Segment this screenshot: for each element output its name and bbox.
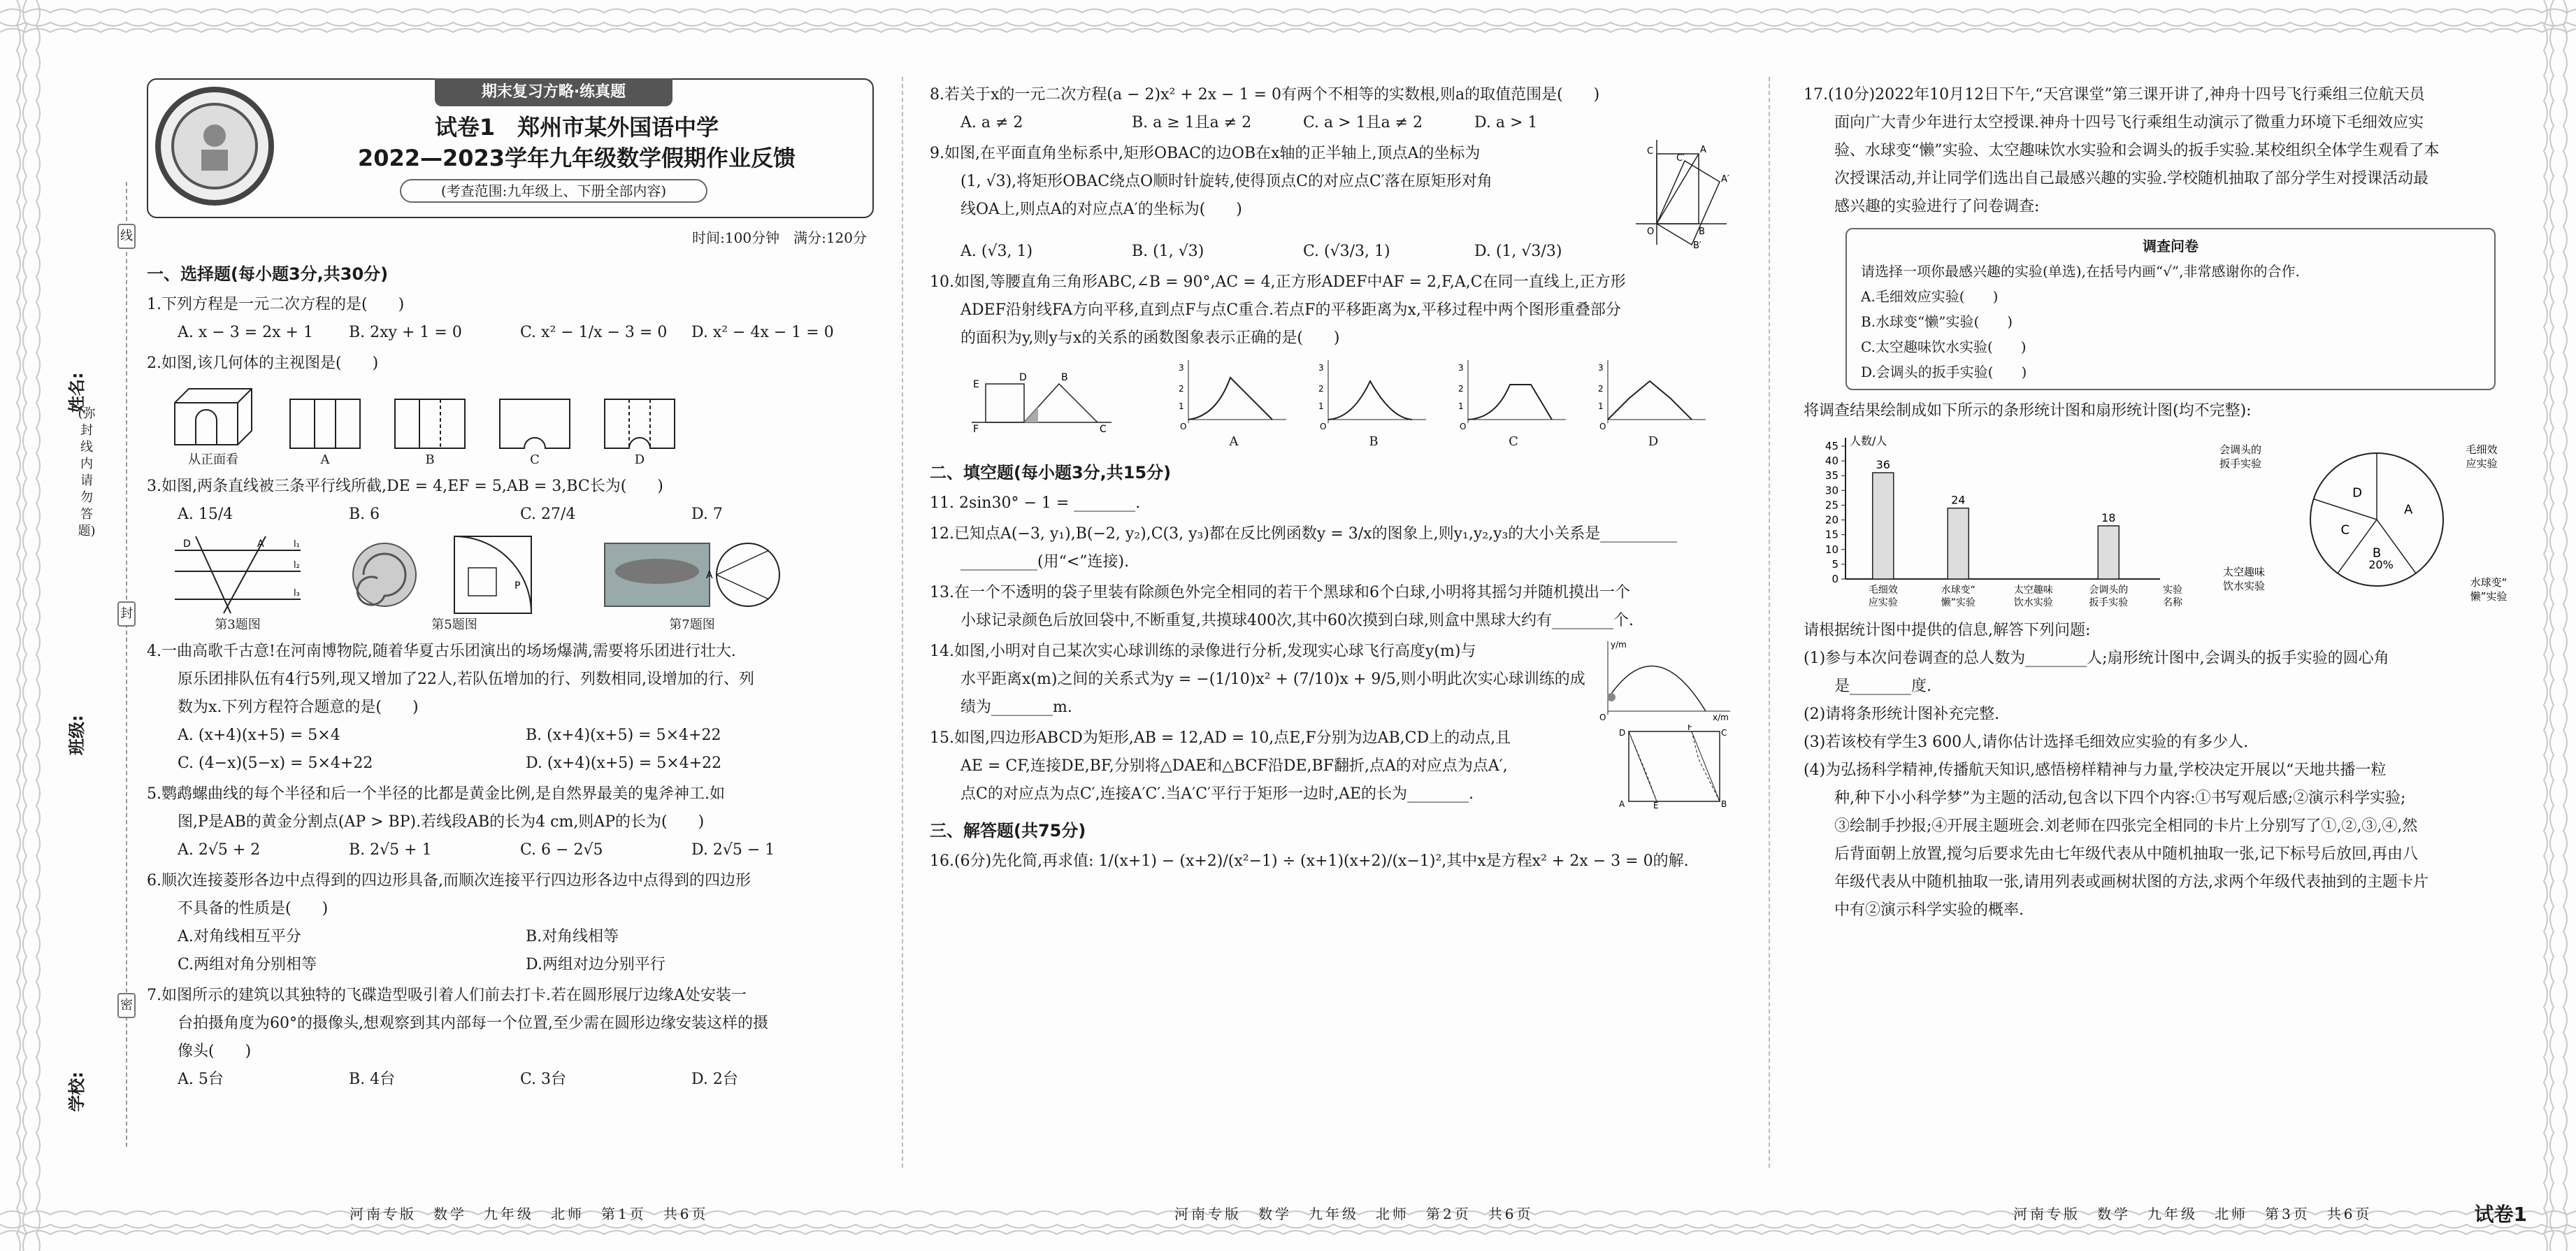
figure-q10 [958,366,1153,450]
svg-text:E: E [973,379,979,390]
question-5-line: 5.鹦鹉螺曲线的每个半径和后一个半径的比都是黄金比例,是自然界最美的鬼斧神工.如 [147,785,725,803]
wavy-border-top [0,0,2576,49]
column-2 [930,78,1734,875]
bar-value-label: 24 [1951,493,1966,507]
pie-slice-letter: B [2372,545,2382,561]
time-score: 时间:100分钟 满分:120分 [692,229,867,246]
question-9-line: (1, √3),将矩形OBAC绕点O顺时针旋转,使得顶点C的对应点C′落在原矩形对角 [960,173,1492,190]
column-divider [902,77,903,1168]
svg-text:l₃: l₃ [294,588,300,599]
option: B. 4台 [349,1071,396,1088]
survey-title: 调查问卷 [2143,238,2199,255]
column-divider [1769,77,1770,1168]
question-15-block [930,724,1734,808]
category-label: 扳手实验 [2089,597,2129,608]
y-tick-label: 20 [1825,513,1839,527]
option: A. (√3, 1) [960,243,1033,260]
question-17-part: ③绘制手抄报;④开展主题班会.刘老师在四张完全相同的卡片上分别写了①,②,③,④,然 [1834,817,2418,835]
question-17-line: 面向广大青少年进行太空授课.神舟十四号飞行乘组生动演示了微重力环境下毛细效应实 [1834,114,2424,131]
svg-text:O: O [1180,422,1187,431]
question-9-line: 9.如图,在平面直角坐标系中,矩形OBAC的边OB在x轴的正半轴上,顶点A的坐标为 [930,145,1481,162]
svg-text:l₂: l₂ [294,560,300,571]
y-axis-label: 人数/人 [1850,434,1887,448]
svg-text:B: B [1699,227,1705,237]
question-4-line: 数为x.下列方程符合题意的是( ) [178,699,419,716]
category-label: 会调头的 [2089,585,2129,596]
pie-label: 会调头的 [2219,443,2262,456]
option: C. 3台 [520,1071,567,1088]
figure-caption: D [1648,434,1659,449]
y-tick-label: 5 [1832,557,1839,571]
option: D. 7 [691,506,723,523]
name-field-label: 姓名: [67,372,87,413]
option: C.两组对角分别相等 [178,956,317,973]
page-footer: 河南专版 数学 九年级 北师 第3页 共6页 [2013,1206,2373,1222]
figure-caption: 第7题图 [669,617,715,632]
survey-item: C.太空趣味饮水实验( ) [1861,338,2027,355]
question-17-line: 验、水球变“懒”实验、太空趣味饮水实验和会调头的扳手实验.某校组织全体学生观看了本 [1834,142,2440,159]
svg-text:y/m: y/m [1611,640,1627,650]
option: D. (x+4)(x+5) = 5×4+22 [526,755,722,772]
question-2-figures [147,382,874,469]
pie-label: 应实验 [2466,457,2498,470]
question-17-part: 是________度. [1834,678,1931,695]
option: C. (√3/3, 1) [1303,243,1390,260]
pie-slice-edge [2314,499,2377,520]
option: B. (x+4)(x+5) = 5×4+22 [526,727,721,744]
figure-caption: C [530,452,540,467]
question-10-line: ADEF沿射线FA方向平移,直到点F与点C重合.若点F的平移距离为x,平移过程中两个图形重叠部分 [960,301,1621,319]
svg-text:B: B [1061,372,1068,383]
question-9-line: 线OA上,则点A的对应点A′的坐标为( ) [960,201,1242,218]
svg-text:3: 3 [1318,363,1324,373]
question-17-part: (4)为弘扬科学精神,传播航天知识,感悟榜样精神与力量,学校决定开展以“天地共播一粒 [1804,762,2387,779]
svg-text:1: 1 [1598,401,1604,411]
option: B. 2√5 + 1 [349,841,432,859]
svg-text:A: A [1619,799,1625,808]
option: A. 5台 [178,1071,224,1088]
svg-text:3: 3 [1179,363,1184,373]
category-label: 毛细效 [1868,585,1898,596]
question-17-part: 中有②演示科学实验的概率. [1834,901,2024,919]
question-10-line: 10.如图,等腰直角三角形ABC,∠B = 90°,AC = 4,正方形ADEF中AF = 2,F,A,C在同一直线上,正方形 [930,273,1626,291]
section-3-title: 三、解答题(共75分) [930,821,1086,841]
svg-text:1: 1 [1458,401,1464,411]
option: B. (1, √3) [1132,243,1204,260]
x-axis-label: 名称 [2163,597,2182,608]
survey-item: A.毛细效应实验( ) [1861,288,1999,305]
option: D. 2√5 − 1 [691,841,775,859]
svg-text:3: 3 [1458,363,1464,373]
pie-label: 水球变“ [2470,576,2507,589]
column-3 [1804,78,2538,924]
svg-text:A: A [1700,145,1706,155]
pie-label: 太空趣味 [2222,566,2266,578]
seal-mark: 封 [117,601,136,627]
question-17-prompt: 请根据统计图中提供的信息,解答下列问题: [1804,622,2091,639]
svg-text:C: C [1721,728,1727,738]
svg-text:A: A [257,538,264,550]
svg-text:F: F [973,424,979,435]
graph-option-c [1454,357,1573,450]
figure-caption: A [1229,434,1239,449]
question-7-line: 像头( ) [178,1043,252,1060]
option: C. 6 − 2√5 [520,841,603,859]
question-17-part: 年级代表从中随机抽取一张,请用列表或画树状图的方法,求两个年级代表抽到的主题卡片 [1834,873,2429,891]
class-field-label: 班级: [67,715,87,755]
question-1: 1.下列方程是一元二次方程的是( ) [147,296,405,313]
svg-text:x/m: x/m [1713,713,1729,722]
x-axis-label: 实验 [2163,585,2182,596]
bar-chart [1804,425,2195,614]
question-7-options [147,1066,874,1094]
svg-text:3: 3 [1598,363,1604,373]
exam-title [288,112,865,173]
survey-box [1845,228,2496,390]
option: D.两组对边分别平行 [526,956,665,973]
figure-q3 [168,533,308,634]
question-7-line: 7.如图所示的建筑以其独特的飞碟造型吸引着人们前去打卡.若在圆形展厅边缘A处安装一 [147,987,747,1004]
figure-caption: C [1509,434,1518,449]
svg-text:D: D [1019,372,1027,383]
figure-caption: B [425,452,435,467]
question-14-line: 14.如图,小明对自己某次实心球训练的录像进行分析,发现实心球飞行高度y(m)与 [930,643,1476,660]
question-8-options [930,109,1734,137]
option: A. 15/4 [178,506,233,523]
chart-note: 将调查结果绘制成如下所示的条形统计图和扇形统计图(均不完整): [1804,402,2252,420]
section-2-title: 二、填空题(每小题3分,共15分) [930,463,1172,482]
question-6-options [147,923,874,951]
svg-text:2: 2 [1458,384,1464,394]
pie-label: 扳手实验 [2219,457,2262,470]
pie-label: 毛细效 [2466,443,2498,456]
wavy-border-left [0,0,49,1251]
question-4-options [147,722,874,750]
question-2: 2.如图,该几何体的主视图是( ) [147,355,379,372]
svg-text:E: E [1653,801,1659,808]
svg-text:1: 1 [1318,401,1324,411]
option: A. x − 3 = 2x + 1 [178,324,313,341]
seal-warning: (弥封线内请勿答题) [78,406,96,538]
question-17-part: (1)参与本次问卷调查的总人数为________人;扇形统计图中,会调头的扳手实验的圆心角 [1804,650,2389,667]
svg-text:F: F [1688,724,1692,732]
section-1-title: 一、选择题(每小题3分,共30分) [147,264,389,284]
pie-chart [2202,425,2531,614]
figure-caption: B [1369,434,1379,449]
question-13-line: 13.在一个不透明的袋子里装有除颜色外完全相同的若干个黑球和6个白球,小明将其摇匀并随机摸出一个 [930,584,1630,601]
bar [1948,508,1969,579]
question-17-line: 感兴趣的实验进行了问卷调查: [1834,198,2040,215]
option: C. x² − 1/x − 3 = 0 [520,324,668,341]
graph-option-b [1314,357,1433,450]
svg-text:A: A [706,570,713,581]
option: D. 2台 [691,1071,738,1088]
y-tick-label: 40 [1825,455,1839,468]
pie-slice-letter: C [2340,522,2350,538]
option: A. (x+4)(x+5) = 5×4 [178,727,340,744]
brand-logo [155,87,274,206]
category-label: 水球变“ [1941,585,1976,596]
view-option-b [391,396,468,469]
binding-margin [49,182,140,1147]
figure-caption: 第5题图 [431,617,477,632]
category-label: 应实验 [1868,597,1898,608]
wave-stroke [17,0,40,1251]
svg-text:B′: B′ [1693,241,1701,251]
y-tick-label: 35 [1825,469,1839,482]
figure-caption: A [320,452,330,467]
figure-caption: D [634,452,645,467]
category-label: 饮水实验 [2013,597,2053,608]
svg-text:C: C [1100,424,1107,435]
pie-slice-percent: 20% [2368,558,2394,571]
question-15-line: 点C的对应点为点C′,连接A′C′.当A′C′平行于矩形一边时,AE的长为________. [960,785,1474,803]
question-17-part: 后背面朝上放置,搅匀后要求先由七年级代表从中随机抽取一张,记下标号后放回,再由八 [1834,845,2418,863]
question-3-options [147,501,874,529]
svg-text:O: O [1647,227,1655,237]
view-option-a [287,396,364,469]
question-17-part: (2)请将条形统计图补充完整. [1804,706,2000,723]
svg-text:1: 1 [1179,401,1184,411]
seal-mark: 线 [117,224,136,249]
survey-item: B.水球变“懒”实验( ) [1861,313,2013,330]
pie-slice-letter: D [2352,485,2363,501]
bar-value-label: 36 [1876,458,1890,471]
option: B. 6 [349,506,380,523]
question-12-line: __________(用“<”连接). [960,553,1130,571]
survey-item: D.会调头的扳手实验( ) [1861,364,2027,380]
figure-q14 [1594,638,1734,722]
y-tick-label: 30 [1825,484,1839,497]
figure-caption: 从正面看 [188,452,238,467]
title-line-2: 2022—2023学年九年级数学假期作业反馈 [357,145,796,171]
question-17-part: (3)若该校有学生3 600人,请你估计选择毛细效应实验的有多少人. [1804,734,2249,751]
svg-text:D: D [183,538,191,550]
question-8: 8.若关于x的一元二次方程(a − 2)x² + 2x − 1 = 0有两个不相等的实数根,则a的取值范围是( ) [930,86,1600,103]
svg-text:l₁: l₁ [294,539,300,550]
question-16: 16.(6分)先化简,再求值: 1/(x+1) − (x+2)/(x²−1) ÷ (x+1)(x+2)/(x−1)²,其中x是方程x² + 2x − 3 = 0的解. [930,852,1689,870]
question-figures-3-5-7 [147,533,874,634]
question-10-line: 的面积为y,则y与x的关系的函数图象表示正确的是( ) [960,329,1340,347]
figure-q7 [601,533,783,634]
question-17-line: 17.(10分)2022年10月12日下午,“天宫课堂”第三课开讲了,神舟十四号飞行乘组三位航天员 [1804,86,2425,103]
svg-text:O: O [1460,422,1467,431]
header-banner: 期末复习方略·练真题 [435,78,672,106]
question-15-line: AE = CF,连接DE,BF,分别将△DAE和△BCF沿DE,BF翻折,点A的对应点为点A′, [960,757,1508,775]
question-15-line: 15.如图,四边形ABCD为矩形,AB = 12,AD = 10,点E,F分别为边AB,CD上的动点,且 [930,729,1511,747]
svg-text:A′: A′ [1721,174,1729,185]
figure-caption: 第3题图 [215,617,261,632]
pie-label: 懒”实验 [2470,590,2507,603]
bar [1873,473,1894,579]
question-4-options [147,750,874,778]
y-tick-label: 45 [1825,440,1839,452]
question-9-block [930,140,1734,266]
figure-q5 [350,533,559,634]
question-9-options [930,238,1734,266]
option: C. 27/4 [520,506,576,523]
svg-text:O: O [1320,422,1327,431]
question-11: 11. 2sin30° − 1 = ________. [930,494,1141,512]
question-3: 3.如图,两条直线被三条平行线所截,DE = 4,EF = 5,AB = 3,BC长为( ) [147,478,663,495]
pie-label: 饮水实验 [2222,580,2266,592]
figure-q9 [1629,133,1734,252]
option: D. a > 1 [1474,114,1538,131]
svg-text:2: 2 [1598,384,1604,394]
view-option-d [601,396,678,469]
svg-text:P: P [515,580,521,592]
category-label: 太空趣味 [2013,585,2053,596]
question-14-line: 水平距离x(m)之间的关系式为y = −(1/10)x² + (7/10)x + 9/5,则小明此次实心球训练的成 [960,671,1585,688]
figure-q15 [1615,724,1734,808]
question-14-block [930,638,1734,722]
question-17-line: 次授课活动,并让同学们选出自己最感兴趣的实验.学校随机抽取了部分学生对授课活动最 [1834,170,2429,187]
option: B. a ≥ 1且a ≠ 2 [1132,114,1252,131]
svg-text:B: B [1721,799,1727,808]
solid-figure [168,382,259,469]
page-footer: 河南专版 数学 九年级 北师 第1页 共6页 [350,1206,709,1222]
question-12-line: 12.已知点A(−3, y₁),B(−2, y₂),C(3, y₃)都在反比例函数y = 3/x的图象上,则y₁,y₂,y₃的大小关系是__________ [930,525,1678,543]
graph-option-a [1174,357,1293,450]
question-5-options [147,836,874,864]
option: A. 2√5 + 2 [178,841,261,859]
school-field-label: 学校: [67,1071,87,1112]
question-4-line: 原乐团排队伍有4行5列,现又增加了22人,若队伍增加的行、列数相同,设增加的行、列 [178,671,754,688]
title-line-1: 试卷1 郑州市某外国语中学 [434,114,719,141]
exam-header [147,78,874,218]
option: B. 2xy + 1 = 0 [349,324,462,341]
bar-value-label: 18 [2101,511,2116,524]
bar [2098,526,2119,579]
paper-number: 试卷1 [2474,1203,2527,1226]
y-tick-label: 10 [1825,543,1839,556]
option: C. (4−x)(5−x) = 5×4+22 [178,755,373,772]
svg-text:2: 2 [1318,384,1324,394]
svg-text:C: C [1647,146,1654,157]
option: D. (1, √3/3) [1474,243,1562,260]
y-tick-label: 25 [1825,499,1839,512]
question-4-line: 4.一曲高歌千古意!在河南博物院,随着华夏古乐团演出的场场爆满,需要将乐团进行壮大. [147,643,736,660]
view-option-c [496,396,573,469]
pie-slice-letter: A [2404,502,2413,517]
question-10-figures [930,357,1734,450]
seal-mark: 密 [117,993,136,1018]
wave-stroke [2544,0,2567,1251]
charts-row [1804,425,2538,614]
option: C. a > 1且a ≠ 2 [1303,114,1423,131]
question-7-line: 台拍摄角度为60°的摄像头,想观察到其内部每一个位置,至少需在圆形边缘安装这样的摄 [178,1015,768,1032]
svg-text:C′: C′ [1676,153,1685,164]
question-6-line: 6.顺次连接菱形各边中点得到的四边形具备,而顺次连接平行四边形各边中点得到的四边形 [147,872,751,889]
wave-stroke [0,9,2576,32]
option: B.对角线相等 [526,928,619,945]
category-label: 懒”实验 [1941,597,1976,608]
svg-text:O: O [1599,422,1606,431]
graph-option-d [1594,357,1713,450]
survey-intro: 请选择一项你最感兴趣的实验(单选),在括号内画“√”,非常感谢你的合作. [1861,263,2300,280]
option: A. a ≠ 2 [960,114,1023,131]
column-1 [147,78,874,1094]
svg-text:D: D [1619,728,1626,738]
question-14-line: 绩为________m. [960,699,1072,716]
svg-text:O: O [1599,713,1606,722]
y-tick-label: 15 [1825,528,1839,541]
question-17-part: 种,种下小小科学梦”为主题的活动,包含以下四个内容:①书写观后感;②演示科学实验; [1834,789,2406,807]
option: A.对角线相互平分 [178,928,301,945]
y-tick-label: 0 [1832,573,1839,585]
page-footer: 河南专版 数学 九年级 北师 第2页 共6页 [1174,1206,1534,1222]
question-6-line: 不具备的性质是( ) [178,900,329,917]
question-13-line: 小球记录颜色后放回袋中,不断重复,共摸球400次,其中60次摸到白球,则盒中黑球大约有________个. [960,612,1634,629]
svg-text:2: 2 [1179,384,1184,394]
question-1-options [147,319,874,347]
exam-scope: (考查范围:九年级上、下册全部内容) [400,179,707,203]
question-5-line: 图,P是AB的黄金分割点(AP > BP).若线段AB的长为4 cm,则AP的长为( ) [178,813,705,831]
question-6-options [147,951,874,979]
option: D. x² − 4x − 1 = 0 [691,324,834,341]
